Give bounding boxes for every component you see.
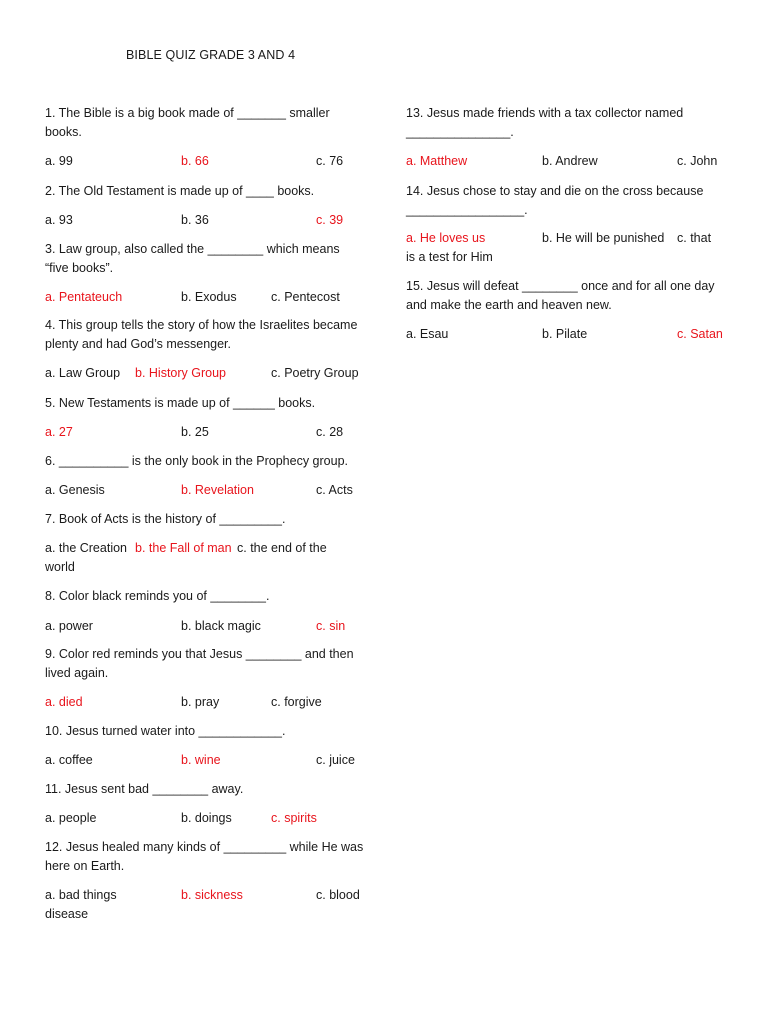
- question-4: 4. This group tells the story of how the Israelites became plenty and had God’s messenger.: [45, 318, 358, 351]
- q3-option-a: a. Pentateuch: [45, 290, 123, 304]
- question-7: 7. Book of Acts is the history of _________.: [45, 512, 286, 526]
- question-12: 12. Jesus healed many kinds of _________ while He was here on Earth.: [45, 840, 364, 873]
- q14-option-a: a. He loves us: [406, 231, 486, 245]
- q6-option-c: c. Acts: [316, 483, 353, 497]
- q14-option-c: c. that: [677, 231, 712, 245]
- q1-option-a: a. 99: [45, 154, 73, 168]
- q10-option-b: b. wine: [181, 753, 221, 767]
- q3-option-b: b. Exodus: [181, 290, 237, 304]
- q8-option-a: a. power: [45, 619, 93, 633]
- q8-option-c: c. sin: [316, 619, 346, 633]
- question-6: 6. __________ is the only book in the Prophecy group.: [45, 454, 348, 468]
- q12-option-b: b. sickness: [181, 888, 243, 902]
- q10-option-c: c. juice: [316, 753, 355, 767]
- q6-option-a: a. Genesis: [45, 483, 105, 497]
- q7-option-c: c. the end of the world: [45, 541, 327, 574]
- q2-option-c: c. 39: [316, 213, 344, 227]
- q13-option-b: b. Andrew: [542, 154, 598, 168]
- q9-option-c: c. forgive: [271, 695, 322, 709]
- q2-option-a: a. 93: [45, 213, 73, 227]
- page-title: BIBLE QUIZ GRADE 3 AND 4: [126, 48, 296, 62]
- q14-option-c-continued: is a test for Him: [406, 250, 493, 264]
- q11-option-b: b. doings: [181, 811, 232, 825]
- q10-option-a: a. coffee: [45, 753, 93, 767]
- q6-option-b: b. Revelation: [181, 483, 254, 497]
- question-8: 8. Color black reminds you of ________.: [45, 589, 270, 603]
- q8-option-b: b. black magic: [181, 619, 261, 633]
- q4-option-a: a. Law Group: [45, 366, 121, 380]
- q1-option-c: c. 76: [316, 154, 344, 168]
- question-9: 9. Color red reminds you that Jesus ________ and then lived again.: [45, 647, 354, 680]
- q7-option-b: b. the Fall of man: [135, 541, 232, 555]
- q11-option-a: a. people: [45, 811, 97, 825]
- q15-option-a: a. Esau: [406, 327, 449, 341]
- q9-option-a: a. died: [45, 695, 83, 709]
- q13-option-c: c. John: [677, 154, 718, 168]
- question-15: 15. Jesus will defeat ________ once and for all one day and make the earth and heaven new.: [406, 279, 715, 312]
- question-10: 10. Jesus turned water into ____________.: [45, 724, 286, 738]
- q11-option-c: c. spirits: [271, 811, 317, 825]
- question-1: 1. The Bible is a big book made of _______ smaller books.: [45, 106, 330, 139]
- q3-option-c: c. Pentecost: [271, 290, 340, 304]
- q2-option-b: b. 36: [181, 213, 209, 227]
- q14-option-b: b. He will be punished: [542, 231, 665, 245]
- q12-option-c: c. blood: [316, 888, 360, 902]
- q1-option-b: b. 66: [181, 154, 209, 168]
- q4-option-c: c. Poetry Group: [271, 366, 359, 380]
- question-2: 2. The Old Testament is made up of ____ books.: [45, 184, 315, 198]
- q15-option-c: c. Satan: [677, 327, 723, 341]
- q5-option-a: a. 27: [45, 425, 73, 439]
- question-5: 5. New Testaments is made up of ______ books.: [45, 396, 316, 410]
- q12-option-a: a. bad things: [45, 888, 117, 902]
- q5-option-c: c. 28: [316, 425, 344, 439]
- q12-option-c-continued: disease: [45, 907, 89, 921]
- q5-option-b: b. 25: [181, 425, 209, 439]
- question-13: 13. Jesus made friends with a tax collector named _______________.: [406, 106, 684, 139]
- q15-option-b: b. Pilate: [542, 327, 588, 341]
- question-14: 14. Jesus chose to stay and die on the cross because _________________.: [406, 184, 704, 217]
- question-3: 3. Law group, also called the ________ which means “five books”.: [45, 242, 340, 275]
- question-11: 11. Jesus sent bad ________ away.: [45, 782, 244, 796]
- q13-option-a: a. Matthew: [406, 154, 468, 168]
- q7-option-a: a. the Creation: [45, 541, 127, 555]
- q9-option-b: b. pray: [181, 695, 220, 709]
- q4-option-b: b. History Group: [135, 366, 227, 380]
